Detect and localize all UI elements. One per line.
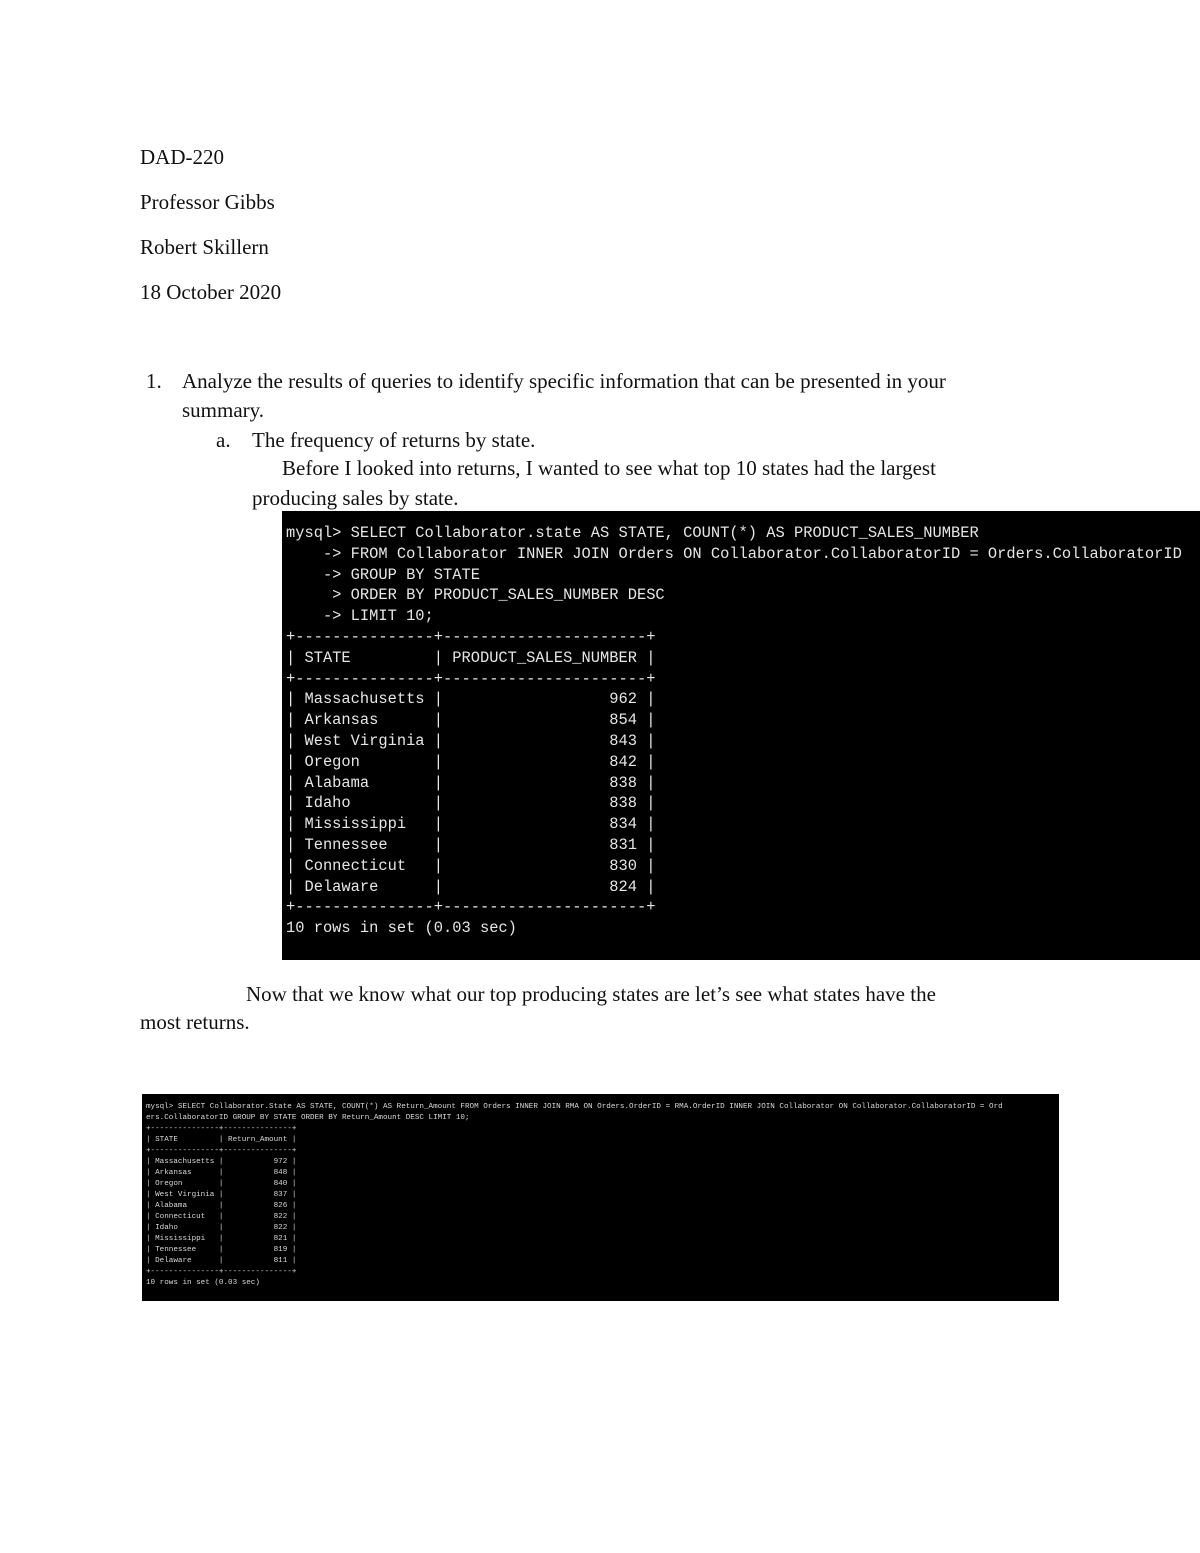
terminal-screenshot-returns — [142, 1094, 1059, 1301]
paragraph-line2: producing sales by state. — [252, 486, 459, 510]
sub-task-text: The frequency of returns by state. — [252, 428, 536, 452]
task-text-line1: Analyze the results of queries to identify specific information that can be presented in your — [182, 369, 946, 393]
sub-list-letter: a. — [216, 428, 231, 452]
terminal-screenshot-sales — [282, 511, 1200, 960]
document-date: 18 October 2020 — [140, 280, 282, 304]
student-name: Robert Skillern — [140, 235, 269, 259]
transition-line1: Now that we know what our top producing states are let’s see what states have the — [246, 982, 936, 1006]
terminal-output-returns: mysql> SELECT Collaborator.State AS STATE, COUNT(*) AS Return_Amount FROM Orders INNER JOIN RMA ON Orders.OrderID = RMA.OrderID INNER JOIN Collaborator ON Collaborator.CollaboratorID = Ord ers.CollaboratorID GROUP BY STATE ORDER BY Return_Amount DESC LIMIT 10; +---------------+---------------+ | STATE | Return_Amount | +---------------+---------------+ | Massachusetts | 972 | | Arkansas | 848 | | Oregon | 840 | | West Virginia | 837 | | Alabama | 826 | | Connecticut | 822 | | Idaho | 822 | | Mississippi | 821 | | Tennessee | 819 | | Delaware | 811 | +---------------+---------------+ 10 rows in set (0.03 sec) — [146, 1103, 1003, 1287]
professor-name: Professor Gibbs — [140, 190, 275, 214]
list-number: 1. — [146, 369, 162, 393]
transition-line2: most returns. — [140, 1010, 250, 1034]
task-text-line2: summary. — [182, 398, 265, 422]
terminal-output-sales: mysql> SELECT Collaborator.state AS STATE, COUNT(*) AS PRODUCT_SALES_NUMBER -> FROM Collaborator INNER JOIN Orders ON Collaborator.CollaboratorID = Orders.CollaboratorID -> GROUP BY STATE > ORDER BY PRODUCT_SALES_NUMBER DESC -> LIMIT 10; +---------------+----------------------+ | STATE | PRODUCT_SALES_NUMBER | +---------------+----------------------+ | Massachusetts | 962 | | Arkansas | 854 | | West Virginia | 843 | | Oregon | 842 | | Alabama | 838 | | Idaho | 838 | | Mississippi | 834 | | Tennessee | 831 | | Connecticut | 830 | | Delaware | 824 | +---------------+----------------------+ 10 rows in set (0.03 sec) — [286, 524, 1182, 938]
paragraph-line1: Before I looked into returns, I wanted to see what top 10 states had the largest — [282, 456, 936, 480]
course-code: DAD-220 — [140, 145, 224, 169]
